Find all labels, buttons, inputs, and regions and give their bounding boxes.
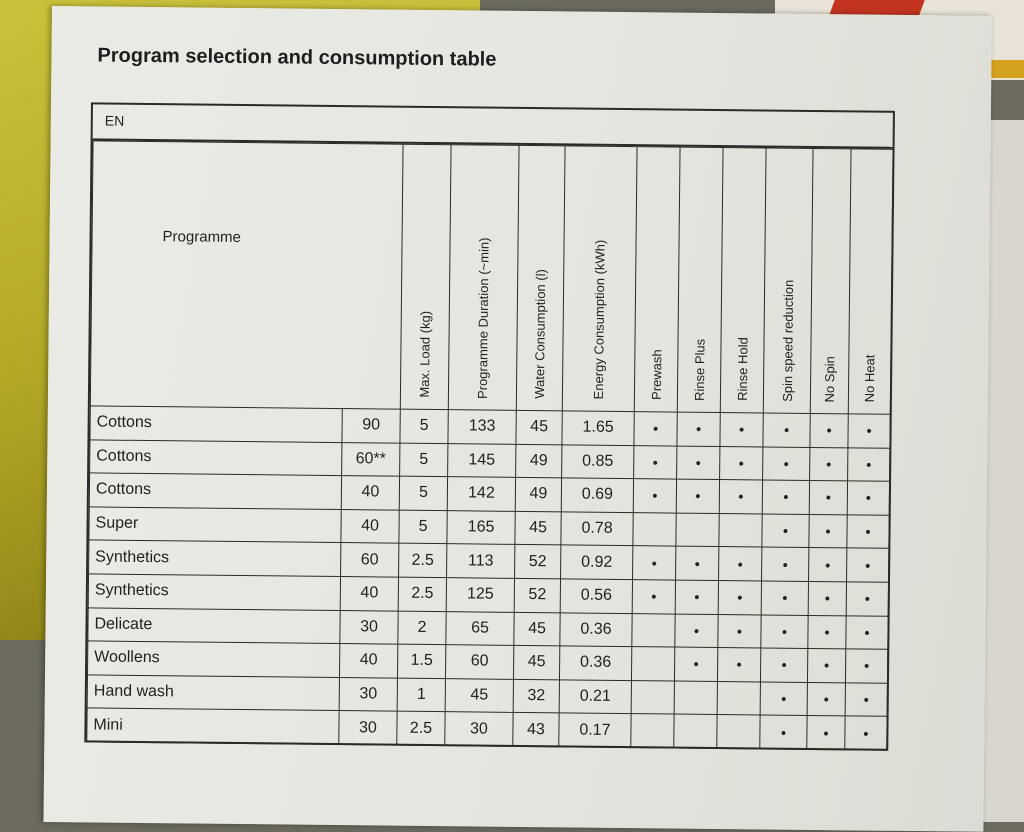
cell-max-load: 2.5 — [397, 711, 445, 745]
cell-rinse-hold — [717, 681, 760, 715]
cell-rinse-hold — [719, 513, 762, 547]
header-prewash-label: Prewash — [648, 349, 664, 401]
cell-prewash — [631, 647, 674, 681]
cell-no-spin: • — [809, 548, 847, 582]
header-prewash — [634, 147, 680, 412]
cell-temperature: 60 — [341, 543, 399, 577]
header-no-heat — [848, 149, 893, 414]
cell-rinse-hold: • — [720, 413, 763, 447]
cell-water: 52 — [515, 545, 561, 579]
cell-no-heat: • — [847, 515, 889, 549]
cell-energy: 0.56 — [560, 579, 632, 613]
header-rinse-plus-label: Rinse Plus — [691, 338, 708, 401]
cell-no-heat: • — [845, 716, 887, 750]
cell-spin-speed-reduction: • — [763, 447, 810, 481]
cell-max-load: 5 — [400, 443, 448, 477]
consumption-table — [86, 140, 893, 750]
cell-duration: 65 — [446, 611, 514, 645]
cell-water: 43 — [513, 713, 559, 747]
cell-rinse-plus: • — [675, 614, 718, 648]
cell-no-spin: • — [807, 649, 845, 683]
header-programme — [90, 141, 403, 409]
cell-programme: Synthetics — [88, 574, 340, 610]
table-body — [87, 406, 890, 750]
cell-rinse-hold: • — [720, 446, 763, 480]
cell-energy: 0.21 — [559, 680, 631, 714]
cell-no-heat: • — [845, 649, 887, 683]
cell-rinse-hold: • — [719, 547, 762, 581]
header-programme-label: Programme — [162, 228, 242, 246]
cell-spin-speed-reduction: • — [762, 547, 809, 581]
cell-rinse-plus — [674, 714, 717, 748]
cell-prewash — [631, 714, 674, 748]
cell-prewash: • — [633, 546, 676, 580]
cell-rinse-hold: • — [718, 580, 761, 614]
cell-rinse-plus: • — [675, 580, 718, 614]
cell-water: 45 — [513, 646, 559, 680]
cell-programme: Woollens — [87, 641, 339, 677]
cell-spin-speed-reduction: • — [763, 413, 810, 447]
cell-rinse-hold: • — [717, 648, 760, 682]
cell-rinse-hold: • — [719, 480, 762, 514]
header-spin-speed-reduction — [763, 148, 813, 413]
consumption-table-frame — [84, 102, 895, 750]
header-energy-label: Energy Consumption (kWh) — [590, 240, 608, 400]
cell-energy: 1.65 — [562, 411, 634, 445]
cell-energy: 0.78 — [561, 512, 633, 546]
cell-rinse-plus: • — [677, 412, 720, 446]
header-rinse-plus — [677, 147, 723, 412]
cell-energy: 0.36 — [560, 612, 632, 646]
cell-temperature: 40 — [340, 577, 398, 611]
cell-no-spin: • — [810, 447, 848, 481]
cell-spin-speed-reduction: • — [762, 514, 809, 548]
manual-page — [43, 6, 991, 832]
cell-max-load: 1 — [397, 678, 445, 712]
cell-max-load: 2.5 — [398, 577, 446, 611]
cell-water: 32 — [513, 679, 559, 713]
header-no-spin — [810, 148, 851, 413]
cell-duration: 30 — [445, 712, 513, 746]
header-energy — [562, 146, 637, 412]
language-label: EN — [104, 112, 125, 129]
cell-max-load: 5 — [400, 409, 448, 443]
cell-prewash: • — [632, 580, 675, 614]
cell-temperature: 40 — [341, 509, 399, 543]
cell-duration: 165 — [447, 510, 515, 544]
cell-energy: 0.36 — [559, 646, 631, 680]
cell-duration: 113 — [447, 544, 515, 578]
cell-max-load: 5 — [399, 476, 447, 510]
cell-no-spin: • — [808, 581, 846, 615]
cell-no-heat: • — [847, 548, 889, 582]
cell-spin-speed-reduction: • — [760, 682, 807, 716]
header-rinse-hold — [720, 148, 766, 413]
header-max-load-label: Max. Load (kg) — [416, 311, 433, 399]
document-title: Program selection and consumption table — [97, 44, 497, 71]
cell-duration: 125 — [446, 578, 514, 612]
cell-no-spin: • — [807, 716, 845, 750]
cell-no-spin: • — [809, 481, 847, 515]
cell-rinse-plus — [676, 513, 719, 547]
cell-max-load: 1.5 — [397, 644, 445, 678]
cell-programme: Super — [89, 507, 341, 543]
cell-programme: Cottons — [90, 440, 342, 476]
cell-programme: Synthetics — [89, 540, 341, 576]
cell-prewash — [632, 613, 675, 647]
cell-programme: Mini — [87, 708, 339, 744]
cell-duration: 133 — [448, 410, 516, 444]
cell-duration: 60 — [445, 645, 513, 679]
cell-no-heat: • — [845, 683, 887, 717]
cell-no-heat: • — [847, 481, 889, 515]
cell-no-heat: • — [846, 582, 888, 616]
cell-rinse-plus: • — [674, 647, 717, 681]
cell-spin-speed-reduction: • — [761, 581, 808, 615]
cell-max-load: 2.5 — [399, 544, 447, 578]
cell-water: 45 — [514, 612, 560, 646]
cell-no-heat: • — [848, 447, 890, 481]
cell-programme: Hand wash — [87, 675, 339, 711]
cell-programme: Cottons — [90, 406, 342, 442]
cell-rinse-plus — [674, 681, 717, 715]
cell-prewash — [633, 512, 676, 546]
cell-rinse-plus: • — [676, 479, 719, 513]
header-duration-label: Programme Duration (~min) — [474, 236, 492, 399]
cell-programme: Cottons — [89, 473, 341, 509]
cell-max-load: 2 — [398, 611, 446, 645]
cell-water: 49 — [516, 444, 562, 478]
header-water — [516, 145, 565, 410]
header-max-load — [400, 144, 451, 409]
cell-duration: 45 — [445, 678, 513, 712]
cell-energy: 0.85 — [562, 444, 634, 478]
cell-spin-speed-reduction: • — [762, 480, 809, 514]
header-no-spin-label: No Spin — [821, 355, 838, 403]
cell-spin-speed-reduction: • — [760, 715, 807, 749]
cell-water: 45 — [516, 410, 562, 444]
cell-rinse-plus: • — [677, 446, 720, 480]
header-water-label: Water Consumption (l) — [531, 269, 549, 400]
cell-water: 52 — [514, 578, 560, 612]
cell-no-heat: • — [848, 414, 890, 448]
header-duration — [448, 145, 519, 411]
header-no-heat-label: No Heat — [861, 354, 878, 403]
header-rinse-hold-label: Rinse Hold — [734, 337, 751, 402]
cell-temperature: 30 — [339, 677, 397, 711]
cell-temperature: 60** — [342, 442, 400, 476]
cell-rinse-hold: • — [718, 614, 761, 648]
cell-energy: 0.17 — [559, 713, 631, 747]
cell-spin-speed-reduction: • — [760, 648, 807, 682]
cell-no-heat: • — [846, 615, 888, 649]
cell-programme: Delicate — [88, 607, 340, 643]
cell-water: 49 — [515, 478, 561, 512]
cell-no-spin: • — [808, 615, 846, 649]
cell-water: 45 — [515, 511, 561, 545]
cell-spin-speed-reduction: • — [761, 615, 808, 649]
header-spin-speed-reduction-label: Spin speed reduction — [779, 279, 796, 402]
cell-no-spin: • — [810, 413, 848, 447]
cell-temperature: 30 — [340, 610, 398, 644]
cell-duration: 145 — [448, 443, 516, 477]
cell-no-spin: • — [807, 682, 845, 716]
cell-no-spin: • — [809, 514, 847, 548]
table-header-row — [90, 141, 893, 414]
cell-prewash — [631, 680, 674, 714]
cell-energy: 0.92 — [561, 545, 633, 579]
cell-temperature: 30 — [339, 711, 397, 745]
cell-temperature: 40 — [339, 644, 397, 678]
cell-prewash: • — [633, 479, 676, 513]
cell-duration: 142 — [447, 477, 515, 511]
table-row — [87, 708, 887, 750]
cell-rinse-plus: • — [676, 546, 719, 580]
cell-max-load: 5 — [399, 510, 447, 544]
cell-prewash: • — [634, 445, 677, 479]
cell-rinse-hold — [717, 715, 760, 749]
cell-energy: 0.69 — [561, 478, 633, 512]
cell-temperature: 90 — [342, 409, 400, 443]
cell-prewash: • — [634, 412, 677, 446]
cell-temperature: 40 — [341, 476, 399, 510]
